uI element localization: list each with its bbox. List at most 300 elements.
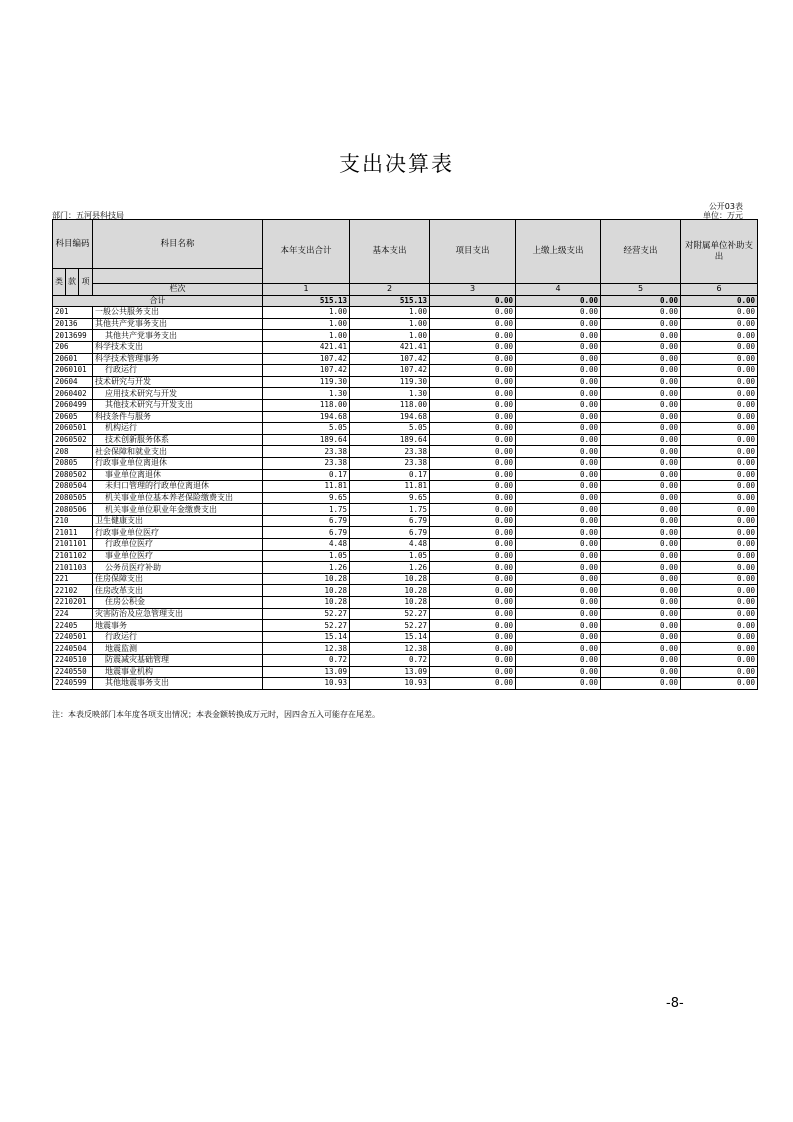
row-name: 公务员医疗补助 <box>93 562 263 574</box>
table-row <box>53 399 758 411</box>
row-value: 0.00 <box>516 655 601 667</box>
row-value: 10.28 <box>263 585 350 597</box>
header-spacer <box>93 269 263 284</box>
row-code: 2240504 <box>53 643 93 655</box>
row-name: 住房公积金 <box>93 597 263 609</box>
row-code: 2060101 <box>53 365 93 377</box>
row-value: 0.00 <box>516 365 601 377</box>
row-value: 0.72 <box>263 655 350 667</box>
row-value: 0.00 <box>430 353 516 365</box>
row-value: 13.09 <box>263 666 350 678</box>
row-value: 0.00 <box>516 457 601 469</box>
row-value: 10.93 <box>263 678 350 690</box>
row-value: 9.65 <box>263 492 350 504</box>
row-value: 0.00 <box>601 457 681 469</box>
row-value: 0.00 <box>430 388 516 400</box>
row-value: 0.00 <box>516 318 601 330</box>
row-code: 2060402 <box>53 388 93 400</box>
row-value: 0.00 <box>681 562 758 574</box>
row-value: 0.00 <box>430 365 516 377</box>
row-value: 0.00 <box>681 365 758 377</box>
row-value: 0.00 <box>430 562 516 574</box>
table-row <box>53 562 758 574</box>
row-value: 0.00 <box>516 515 601 527</box>
row-value: 0.00 <box>601 504 681 516</box>
row-code: 2210201 <box>53 597 93 609</box>
unit-label: 单位：万元 <box>703 211 743 220</box>
row-value: 0.00 <box>430 527 516 539</box>
row-value: 0.00 <box>430 318 516 330</box>
table-row <box>53 527 758 539</box>
col-index-1: 1 <box>263 284 350 296</box>
row-value: 0.00 <box>601 620 681 632</box>
row-value: 5.05 <box>263 423 350 435</box>
header-xiang: 项 <box>79 269 93 296</box>
row-value: 0.00 <box>430 469 516 481</box>
row-value: 0.00 <box>430 550 516 562</box>
row-name: 行政运行 <box>93 631 263 643</box>
row-value: 1.75 <box>350 504 430 516</box>
row-code: 208 <box>53 446 93 458</box>
row-value: 0.00 <box>681 550 758 562</box>
row-value: 0.00 <box>601 469 681 481</box>
row-value: 0.00 <box>516 492 601 504</box>
row-value: 0.00 <box>516 481 601 493</box>
row-code: 20604 <box>53 376 93 388</box>
total-value: 0.00 <box>516 295 601 307</box>
row-value: 0.00 <box>516 539 601 551</box>
row-value: 0.00 <box>516 423 601 435</box>
row-value: 0.00 <box>516 411 601 423</box>
row-value: 23.38 <box>263 446 350 458</box>
row-value: 0.00 <box>430 457 516 469</box>
row-name: 行政事业单位离退休 <box>93 457 263 469</box>
row-value: 0.00 <box>681 666 758 678</box>
row-code: 20805 <box>53 457 93 469</box>
row-value: 1.30 <box>263 388 350 400</box>
row-code: 201 <box>53 307 93 319</box>
row-name: 科学技术管理事务 <box>93 353 263 365</box>
row-value: 0.00 <box>601 399 681 411</box>
row-value: 1.26 <box>350 562 430 574</box>
table-row <box>53 388 758 400</box>
row-value: 1.26 <box>263 562 350 574</box>
row-code: 221 <box>53 573 93 585</box>
row-value: 0.00 <box>430 423 516 435</box>
row-value: 194.68 <box>350 411 430 423</box>
row-value: 52.27 <box>350 620 430 632</box>
row-value: 10.28 <box>350 573 430 585</box>
row-code: 2240501 <box>53 631 93 643</box>
table-row <box>53 643 758 655</box>
row-value: 0.00 <box>430 504 516 516</box>
row-name: 机关事业单位职业年金缴费支出 <box>93 504 263 516</box>
row-value: 23.38 <box>263 457 350 469</box>
column-index-row <box>53 284 758 296</box>
row-value: 0.00 <box>681 585 758 597</box>
row-value: 1.05 <box>263 550 350 562</box>
table-row <box>53 481 758 493</box>
row-code: 2080502 <box>53 469 93 481</box>
row-value: 0.00 <box>681 388 758 400</box>
row-value: 0.00 <box>516 620 601 632</box>
row-value: 0.00 <box>430 655 516 667</box>
row-value: 0.00 <box>516 631 601 643</box>
total-value: 515.13 <box>350 295 430 307</box>
row-value: 0.00 <box>681 655 758 667</box>
header-business: 经营支出 <box>601 220 681 284</box>
row-code: 22102 <box>53 585 93 597</box>
row-value: 1.00 <box>350 318 430 330</box>
row-value: 0.00 <box>681 353 758 365</box>
row-name: 事业单位医疗 <box>93 550 263 562</box>
row-value: 0.00 <box>601 411 681 423</box>
row-value: 0.00 <box>601 539 681 551</box>
row-code: 2060501 <box>53 423 93 435</box>
table-row <box>53 597 758 609</box>
row-name: 其他技术研究与开发支出 <box>93 399 263 411</box>
row-value: 0.00 <box>601 376 681 388</box>
row-value: 119.30 <box>263 376 350 388</box>
row-value: 0.00 <box>516 353 601 365</box>
row-value: 0.00 <box>601 631 681 643</box>
row-value: 1.05 <box>350 550 430 562</box>
row-value: 107.42 <box>263 365 350 377</box>
row-code: 2240550 <box>53 666 93 678</box>
row-code: 2060502 <box>53 434 93 446</box>
row-value: 6.79 <box>263 527 350 539</box>
table-row <box>53 678 758 690</box>
row-name: 防震减灾基础管理 <box>93 655 263 667</box>
row-name: 住房保障支出 <box>93 573 263 585</box>
row-value: 118.00 <box>263 399 350 411</box>
row-value: 0.00 <box>430 620 516 632</box>
row-value: 10.28 <box>263 597 350 609</box>
row-value: 189.64 <box>263 434 350 446</box>
row-code: 2101101 <box>53 539 93 551</box>
row-value: 0.00 <box>681 330 758 342</box>
row-value: 52.27 <box>263 620 350 632</box>
row-value: 0.00 <box>681 527 758 539</box>
row-value: 0.00 <box>430 307 516 319</box>
table-row <box>53 411 758 423</box>
row-value: 0.00 <box>430 492 516 504</box>
row-value: 0.00 <box>430 446 516 458</box>
row-name: 地震事务 <box>93 620 263 632</box>
row-value: 194.68 <box>263 411 350 423</box>
row-code: 2080506 <box>53 504 93 516</box>
col-index-6: 6 <box>681 284 758 296</box>
row-value: 0.00 <box>430 399 516 411</box>
row-value: 0.00 <box>430 539 516 551</box>
row-value: 0.00 <box>601 597 681 609</box>
row-value: 421.41 <box>350 341 430 353</box>
header-name: 科目名称 <box>93 220 263 269</box>
row-value: 0.00 <box>681 434 758 446</box>
row-code: 2060499 <box>53 399 93 411</box>
row-value: 0.00 <box>430 597 516 609</box>
row-name: 技术创新服务体系 <box>93 434 263 446</box>
row-value: 0.00 <box>601 353 681 365</box>
row-name: 其他共产党事务支出 <box>93 330 263 342</box>
row-value: 0.00 <box>601 678 681 690</box>
row-value: 0.00 <box>516 399 601 411</box>
row-value: 1.00 <box>263 330 350 342</box>
row-value: 52.27 <box>350 608 430 620</box>
row-value: 0.17 <box>350 469 430 481</box>
row-value: 0.00 <box>516 550 601 562</box>
table-row <box>53 307 758 319</box>
row-value: 0.00 <box>516 446 601 458</box>
row-value: 0.00 <box>681 446 758 458</box>
row-name: 未归口管理的行政单位离退休 <box>93 481 263 493</box>
table-row <box>53 434 758 446</box>
row-value: 1.30 <box>350 388 430 400</box>
row-code: 2240510 <box>53 655 93 667</box>
row-value: 0.72 <box>350 655 430 667</box>
row-value: 0.00 <box>430 608 516 620</box>
table-row <box>53 550 758 562</box>
row-value: 11.81 <box>263 481 350 493</box>
row-value: 107.42 <box>263 353 350 365</box>
col-index-5: 5 <box>601 284 681 296</box>
page-title: 支出决算表 <box>339 152 454 176</box>
row-name: 行政单位医疗 <box>93 539 263 551</box>
row-value: 0.00 <box>430 434 516 446</box>
row-value: 1.75 <box>263 504 350 516</box>
row-value: 0.00 <box>516 307 601 319</box>
table-row <box>53 365 758 377</box>
row-code: 20605 <box>53 411 93 423</box>
table-row <box>53 585 758 597</box>
row-code: 2240599 <box>53 678 93 690</box>
table-row <box>53 318 758 330</box>
row-value: 11.81 <box>350 481 430 493</box>
row-value: 0.00 <box>516 341 601 353</box>
row-code: 20601 <box>53 353 93 365</box>
row-value: 0.00 <box>430 330 516 342</box>
table-row <box>53 353 758 365</box>
table-row <box>53 573 758 585</box>
row-value: 107.42 <box>350 353 430 365</box>
row-code: 2080504 <box>53 481 93 493</box>
header-upper: 上缴上级支出 <box>516 220 601 284</box>
row-value: 0.00 <box>681 307 758 319</box>
row-value: 0.00 <box>516 562 601 574</box>
row-code: 2101103 <box>53 562 93 574</box>
col-index-4: 4 <box>516 284 601 296</box>
table-row <box>53 341 758 353</box>
row-value: 0.00 <box>601 388 681 400</box>
row-value: 0.00 <box>516 608 601 620</box>
row-value: 0.00 <box>681 597 758 609</box>
row-value: 6.79 <box>350 515 430 527</box>
row-name: 一般公共服务支出 <box>93 307 263 319</box>
row-name: 社会保障和就业支出 <box>93 446 263 458</box>
row-value: 0.00 <box>681 631 758 643</box>
row-value: 0.00 <box>516 388 601 400</box>
row-value: 0.00 <box>516 678 601 690</box>
table-row <box>53 539 758 551</box>
row-value: 0.00 <box>681 341 758 353</box>
row-value: 0.00 <box>681 643 758 655</box>
table-row <box>53 666 758 678</box>
row-value: 5.05 <box>350 423 430 435</box>
total-label: 合计 <box>53 295 263 307</box>
table-row <box>53 620 758 632</box>
row-value: 0.00 <box>516 585 601 597</box>
row-value: 0.00 <box>681 376 758 388</box>
row-value: 0.00 <box>516 330 601 342</box>
row-value: 0.00 <box>681 608 758 620</box>
row-value: 0.00 <box>601 666 681 678</box>
row-name: 事业单位离退休 <box>93 469 263 481</box>
row-code: 2080505 <box>53 492 93 504</box>
table-note: 注：本表反映部门本年度各项支出情况；本表金额转换成万元时，因四舍五入可能存在尾差。 <box>52 710 380 719</box>
row-value: 12.38 <box>350 643 430 655</box>
header-row <box>53 220 758 269</box>
row-value: 10.93 <box>350 678 430 690</box>
row-code: 22405 <box>53 620 93 632</box>
row-value: 0.00 <box>601 365 681 377</box>
row-value: 15.14 <box>263 631 350 643</box>
total-value: 515.13 <box>263 295 350 307</box>
header-kuan: 款 <box>66 269 79 296</box>
header-subsidy: 对附属单位补助支出 <box>681 220 758 284</box>
row-value: 0.00 <box>681 504 758 516</box>
table-row <box>53 492 758 504</box>
row-name: 应用技术研究与开发 <box>93 388 263 400</box>
row-name: 卫生健康支出 <box>93 515 263 527</box>
row-value: 0.00 <box>681 573 758 585</box>
row-value: 0.00 <box>601 481 681 493</box>
row-value: 0.00 <box>601 643 681 655</box>
row-value: 0.00 <box>681 423 758 435</box>
form-code: 公开03表 <box>708 202 743 211</box>
row-value: 0.00 <box>601 307 681 319</box>
header-code: 科目编码 <box>53 220 93 269</box>
row-code: 224 <box>53 608 93 620</box>
row-value: 10.28 <box>350 597 430 609</box>
row-value: 1.00 <box>263 318 350 330</box>
row-value: 0.00 <box>516 527 601 539</box>
table-row <box>53 376 758 388</box>
row-name: 地震监测 <box>93 643 263 655</box>
total-value: 0.00 <box>430 295 516 307</box>
row-value: 0.00 <box>681 539 758 551</box>
row-name: 其他地震事务支出 <box>93 678 263 690</box>
row-value: 0.00 <box>681 469 758 481</box>
row-value: 0.00 <box>430 411 516 423</box>
row-value: 0.00 <box>430 341 516 353</box>
row-value: 0.00 <box>681 457 758 469</box>
row-code: 20136 <box>53 318 93 330</box>
row-value: 0.00 <box>516 597 601 609</box>
total-value: 0.00 <box>601 295 681 307</box>
row-value: 0.00 <box>516 469 601 481</box>
row-value: 0.00 <box>601 573 681 585</box>
row-value: 1.00 <box>263 307 350 319</box>
department-label: 部门：五河县科技局 <box>52 211 124 220</box>
row-name: 技术研究与开发 <box>93 376 263 388</box>
row-value: 0.00 <box>601 515 681 527</box>
row-value: 0.00 <box>681 678 758 690</box>
row-value: 0.00 <box>516 504 601 516</box>
row-value: 6.79 <box>350 527 430 539</box>
row-value: 0.00 <box>601 562 681 574</box>
row-value: 0.00 <box>516 376 601 388</box>
row-value: 107.42 <box>350 365 430 377</box>
row-value: 0.00 <box>430 573 516 585</box>
row-value: 6.79 <box>263 515 350 527</box>
row-value: 0.00 <box>430 481 516 493</box>
row-value: 0.00 <box>681 399 758 411</box>
row-value: 1.00 <box>350 330 430 342</box>
row-code: 2013699 <box>53 330 93 342</box>
row-name: 行政运行 <box>93 365 263 377</box>
row-value: 0.00 <box>601 550 681 562</box>
row-value: 12.38 <box>263 643 350 655</box>
row-name: 科学技术支出 <box>93 341 263 353</box>
header-basic: 基本支出 <box>350 220 430 284</box>
row-value: 0.00 <box>681 318 758 330</box>
row-value: 0.17 <box>263 469 350 481</box>
row-value: 4.48 <box>350 539 430 551</box>
expenditure-table <box>52 219 758 690</box>
row-value: 118.00 <box>350 399 430 411</box>
row-value: 15.14 <box>350 631 430 643</box>
row-name: 科技条件与服务 <box>93 411 263 423</box>
row-value: 0.00 <box>430 631 516 643</box>
row-value: 0.00 <box>601 330 681 342</box>
row-value: 0.00 <box>681 492 758 504</box>
row-value: 0.00 <box>601 585 681 597</box>
table-row <box>53 469 758 481</box>
row-value: 0.00 <box>681 411 758 423</box>
row-value: 52.27 <box>263 608 350 620</box>
row-value: 0.00 <box>601 423 681 435</box>
row-value: 421.41 <box>263 341 350 353</box>
row-name: 机关事业单位基本养老保险缴费支出 <box>93 492 263 504</box>
col-index-2: 2 <box>350 284 430 296</box>
table-row <box>53 504 758 516</box>
row-name: 住房改革支出 <box>93 585 263 597</box>
row-value: 0.00 <box>681 481 758 493</box>
row-value: 0.00 <box>601 608 681 620</box>
row-value: 0.00 <box>430 666 516 678</box>
row-name: 行政事业单位医疗 <box>93 527 263 539</box>
row-value: 13.09 <box>350 666 430 678</box>
row-value: 0.00 <box>601 341 681 353</box>
page-number: -8- <box>666 996 684 1011</box>
row-value: 119.30 <box>350 376 430 388</box>
row-name: 机构运行 <box>93 423 263 435</box>
header-lei: 类 <box>53 269 66 296</box>
row-code: 206 <box>53 341 93 353</box>
table-row <box>53 631 758 643</box>
row-value: 10.28 <box>350 585 430 597</box>
col-index-3: 3 <box>430 284 516 296</box>
row-value: 9.65 <box>350 492 430 504</box>
row-value: 0.00 <box>601 492 681 504</box>
row-value: 1.00 <box>350 307 430 319</box>
row-value: 23.38 <box>350 446 430 458</box>
table-row <box>53 608 758 620</box>
table-row <box>53 446 758 458</box>
row-value: 0.00 <box>516 434 601 446</box>
row-value: 0.00 <box>601 318 681 330</box>
row-name: 灾害防治及应急管理支出 <box>93 608 263 620</box>
